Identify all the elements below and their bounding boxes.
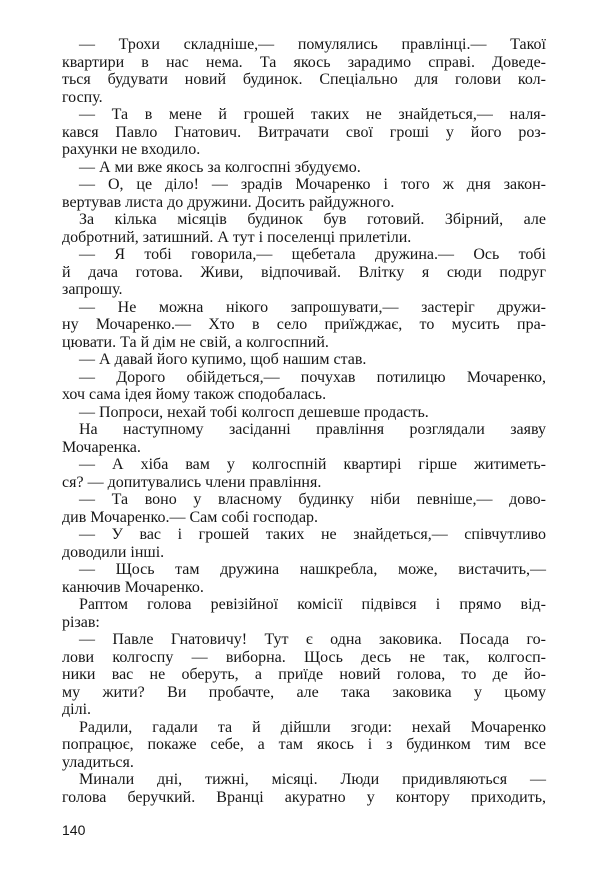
text-line: Мочаренка. xyxy=(62,438,141,456)
text-line: ділі. xyxy=(62,701,92,718)
page-body-text xyxy=(62,36,546,806)
text-line: На наступному засіданні правління розглядали заяву xyxy=(79,421,546,438)
text-line: Минали дні, тижні, місяці. Люди придивляються — xyxy=(79,771,546,788)
text-line: кався Павло Гнатович. Витрачати свої гроші у його роз- xyxy=(62,123,546,141)
text-line: див Мочаренко.— Сам собі господар. xyxy=(62,508,319,526)
text-line: вертував листа до дружини. Досить райдужного. xyxy=(62,193,395,211)
text-line: — Трохи складніше,— помулялись правлінці.— Такої xyxy=(79,36,546,53)
text-line: доводили інші. xyxy=(62,543,165,561)
text-line: попрацює, покаже себе, а там якось і з будинком тим все xyxy=(62,736,546,753)
text-line: різав: xyxy=(62,613,100,631)
text-line: — Та воно у власному будинку ніби певніше,— дово- xyxy=(79,491,546,508)
text-line: квартири в нас нема. Та якось зарадимо справі. Доведе- xyxy=(62,53,546,71)
text-line: лови колгоспу — виборна. Щось десь не так, колгосп- xyxy=(62,648,546,666)
text-line: ся? — допитувались члени правління. xyxy=(62,473,322,491)
text-line: ться будувати новий будинок. Спеціально для голови кол- xyxy=(62,71,546,88)
text-line: За кілька місяців будинок був готовий. Збірний, але xyxy=(79,211,546,228)
text-line: ну Мочаренко.— Хто в село приїжджає, то мусить пра- xyxy=(62,316,546,333)
text-line: канючив Мочаренко. xyxy=(62,578,204,596)
text-line: — Я тобі говорила,— щебетала дружина.— Ось тобі xyxy=(79,246,546,263)
text-line: — Щось там дружина нашкребла, може, вистачить,— xyxy=(79,561,546,578)
text-line: цювати. Та й дім не свій, а колгоспний. xyxy=(62,333,329,351)
text-line: хоч сама ідея йому також сподобалась. xyxy=(62,386,327,403)
text-line: — А хіба вам у колгоспній квартирі гірше житиметь- xyxy=(79,456,546,473)
text-line: му жити? Ви пробачте, але така заковика у цьому xyxy=(62,683,546,701)
text-line: — А давай його купимо, щоб нашим став. xyxy=(79,351,367,368)
text-line: добротний, затишний. А тут і поселенці прилетіли. xyxy=(62,228,412,246)
text-line: — Дорого обійдеться,— почухав потилицю Мочаренко, xyxy=(79,368,546,386)
text-line: — А ми вже якось за колгоспні збудуємо. xyxy=(79,158,361,176)
text-line: Радили, гадали та й дійшли згоди: нехай Мочаренко xyxy=(79,718,546,736)
text-line: рахунки не входило. xyxy=(62,141,201,158)
text-line: уладиться. xyxy=(62,753,134,771)
text-line: госпу. xyxy=(62,88,103,106)
text-line: запрошу. xyxy=(62,281,123,298)
text-line: — Не можна нікого запрошувати,— застеріг дружи- xyxy=(79,298,546,316)
text-line: ники вас не оберуть, а приїде новий голова, то де йо- xyxy=(62,666,546,683)
text-line: — Попроси, нехай тобі колгосп дешевше продасть. xyxy=(79,403,429,421)
text-line: Раптом голова ревізійної комісії підвівся і прямо від- xyxy=(79,596,546,613)
text-line: голова беручкий. Вранці акуратно у контору приходить, xyxy=(62,788,546,806)
text-line: — У вас і грошей таких не знайдеться,— співчутливо xyxy=(79,526,546,543)
text-line: й дача готова. Живи, відпочивай. Влітку я сюди подруг xyxy=(62,263,546,281)
page-number: 140 xyxy=(62,822,86,838)
text-line: — О, це діло! — зрадів Мочаренко і того ж дня закон- xyxy=(79,176,546,193)
text-line: — Павле Гнатовичу! Тут є одна заковика. Посада го- xyxy=(79,631,546,648)
text-line: — Та в мене й грошей таких не знайдеться,— наля- xyxy=(79,106,546,123)
